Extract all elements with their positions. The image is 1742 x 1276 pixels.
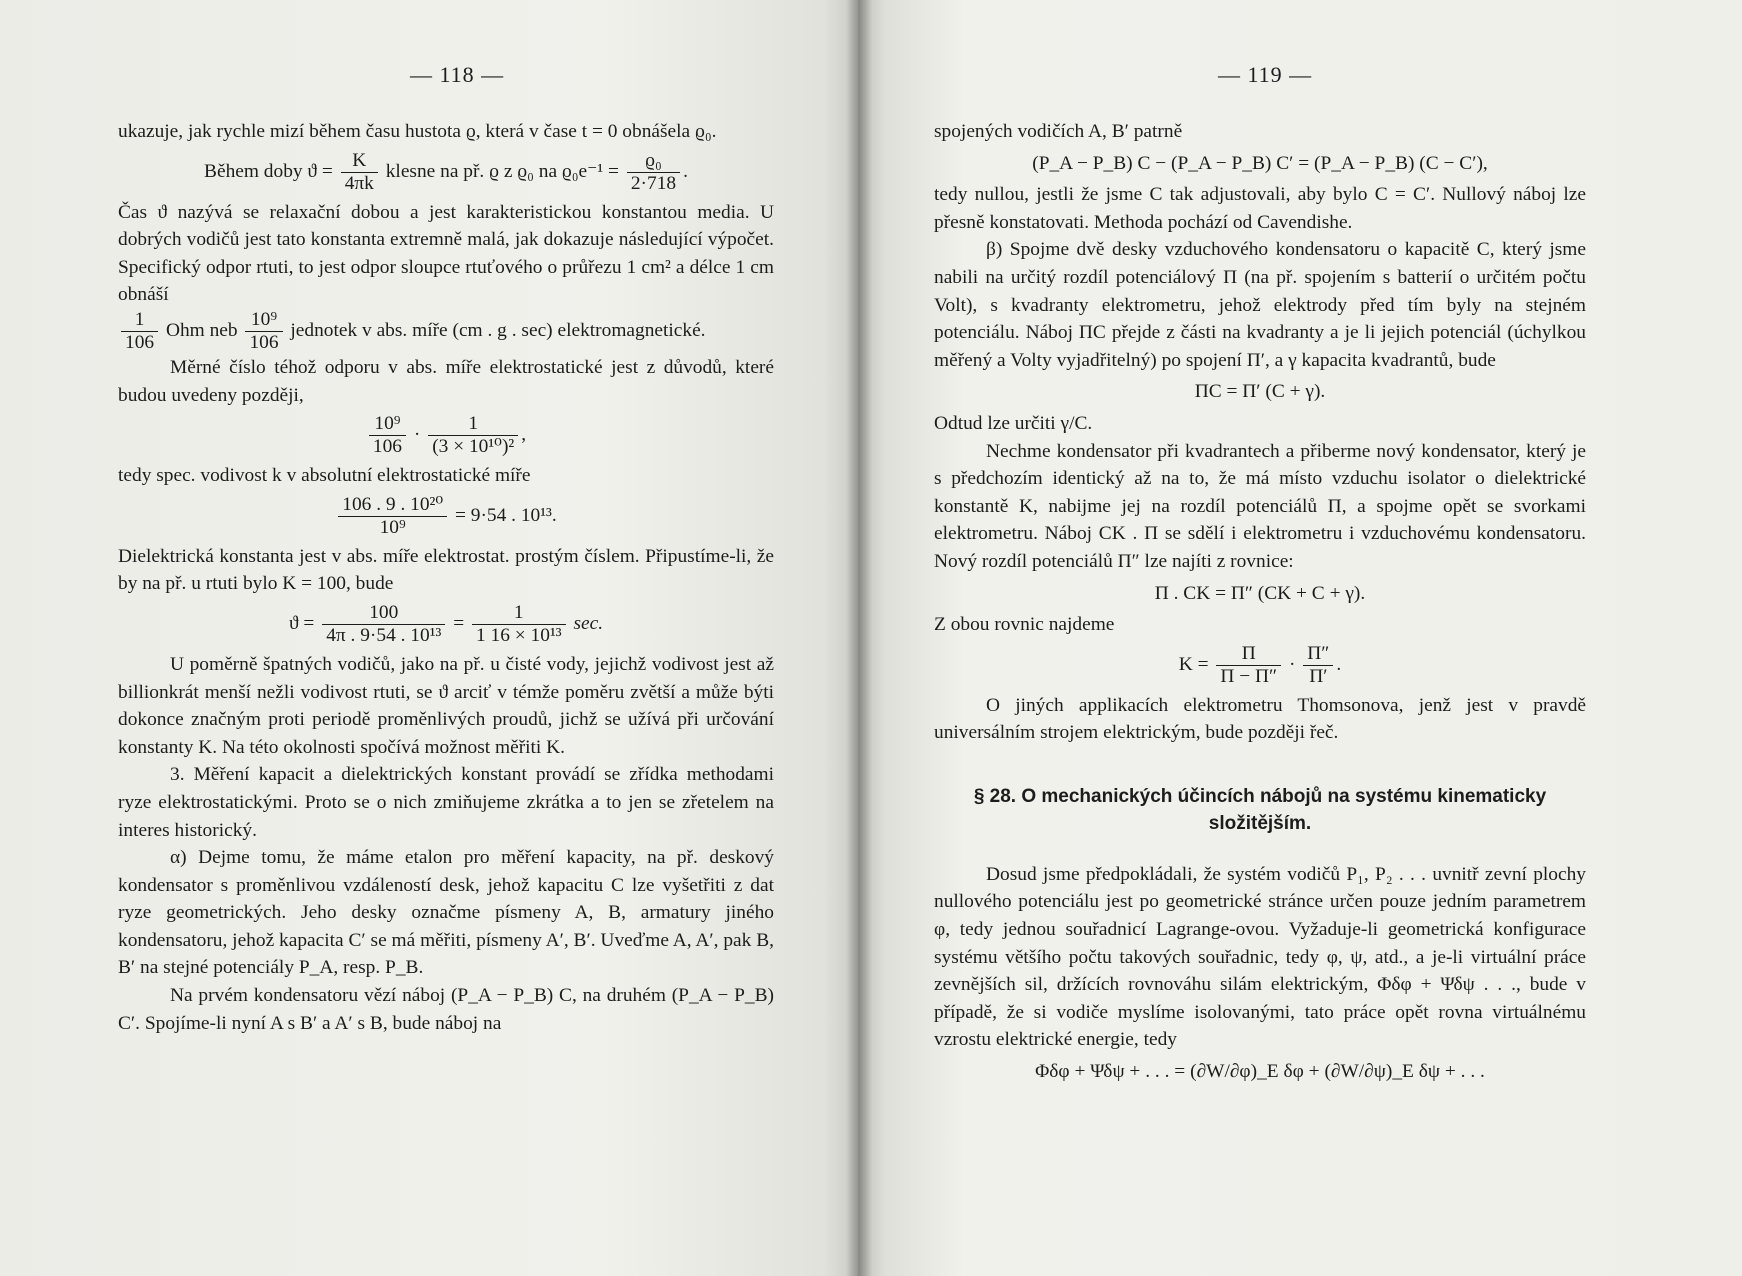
paragraph: Dielektrická konstanta jest v abs. míře elektrostat. prostým číslem. Připustíme-li, že by na př. u rtuti bylo K = 100, bude <box>118 545 774 595</box>
paragraph: tedy nullou, jestli že jsme C tak adjustovali, aby bylo C = C′. Nullový náboj lze přesně konstatovati. Methoda pochází od Cavendishe. <box>934 184 1586 233</box>
page-number-right: — 119 — <box>1218 62 1313 87</box>
page-number-left: — 118 — <box>410 62 505 87</box>
equation-conductivity: $\frac{\text{106 . 9 . 10²⁰}}{\text{10⁹}}$ = 9·54 . 10¹³. <box>118 494 774 539</box>
paragraph: Měrné číslo téhož odporu v abs. míře elektrostatické jest z důvodů, které budou uvedeny později, <box>118 356 774 406</box>
book-gutter <box>846 0 872 1276</box>
paragraph: Na prvém kondensatoru vězí náboj (P_A − P_B) C, na druhém (P_A − P_B) C′. Spojíme-li nyní A s B′ a A′ s B, bude náboj na <box>118 985 774 1034</box>
left-page-text <box>118 118 774 1037</box>
paragraph: tedy spec. vodivost k v absolutní elektrostatické míře <box>118 465 531 487</box>
fraction: $\frac{1}{\text{(3 × 10¹⁰)²}}$ <box>428 413 518 458</box>
paragraph: Odtud lze určiti γ/C. <box>934 412 1093 434</box>
fraction: $\frac{1}{\text{1 16 × 10¹³}}$ <box>472 602 566 647</box>
section-heading: § 28. O mechanických účincích nábojů na systému kinematicky složitějším. <box>973 785 1547 834</box>
equation-theta: ϑ = $\frac{100}{\text{4π . 9·54 . 10¹³}}$ = $\frac{1}{\text{1 16 × 10¹³}}$ sec. <box>288 601 604 646</box>
fraction: $\frac{\Pi}{\Pi - \Pi''}$ <box>1216 643 1281 688</box>
equation-electrostatic: $\frac{\text{10⁹}}{106}$ · $\frac{1}{\text{(3 × 10¹⁰)²}}$ , <box>118 413 774 458</box>
fraction: $\frac{100}{\text{4π . 9·54 . 10¹³}}$ <box>322 602 445 647</box>
paragraph: spojených vodičích A, B′ patrně <box>934 121 1183 142</box>
equation-new-potential: Π . CK = Π″ (CK + C + γ). <box>1154 582 1366 604</box>
equation-virtual-work: Φδφ + Ψδψ + . . . = (∂W/∂φ)_E δφ + (∂W/∂ψ)_E δψ + . . . <box>1035 1061 1485 1083</box>
fraction: $\frac{\text{ϱ₀}}{2\cdot 718}$ <box>627 150 680 195</box>
fraction: $\frac{\text{10⁹}}{106}$ <box>369 413 406 458</box>
left-page <box>0 0 858 1276</box>
fraction: $\frac{\Pi''}{\Pi'}$ <box>1303 643 1333 688</box>
paragraph: β) Spojme dvě desky vzduchového kondensatoru o kapacitě C, který jsme nabili na určitý rozdíl potenciálový Π (na př. spojením s batterií o určitém počtu Volt), s kvadranty elektrometru, jehož elektrody před tím byly na stejném potenciálu. Náboj ΠC přejde z části na kvadranty a je li jejich potenciál (úchylkou měřený a Volty vyjadřitelný) po spojení Π′, a γ kapacita kvadrantů, bude <box>934 239 1586 371</box>
paragraph: Dosud jsme předpokládali, že systém vodičů P₁, P₂ . . . uvnitř zevní plochy nullového potenciálu jest po geometrické stránce určen pouze jedním parametrem φ, tedy jednou souřadnicí Lagrange-ovou. Vyžaduje-li geometrická konfigurace systému většího počtu takových souřadnic, tedy φ, ψ, atd., a je-li virtuální práce zevnějších sil, držících rovnováhu silám elektrickým, Φδφ + Ψδψ . . ., bude v případě, že si vodiče myslíme isolovanými, tato práce opět rovna virtuálnému vzrostu elektrické energie, tedy <box>934 863 1586 1051</box>
paragraph: O jiných applikacích elektrometru Thomsonova, jenž jest v pravdě universálním strojem elektrickým, bude později řeč. <box>934 694 1586 744</box>
paragraph: U poměrně špatných vodičů, jako na př. u čisté vody, jejichž vodivost jest až billionkrát menší nežli vodivost rtuti, se ϑ arciť v témže poměru zvětší a může býti dokonce značným proti periodě proměnlivých proudů, jichž se užívá při určování konstanty K. Na této okolnosti spočívá možnost měřiti K. <box>118 653 774 758</box>
equation-relaxation: Během doby ϑ = $\frac{K}{4\pi k}$ klesne na př. ϱ z ϱ₀ na ϱ₀e⁻¹ = $\frac{\text{ϱ₀}}{2\cdot 718}$ . <box>204 149 688 194</box>
paragraph-resistance: $\frac{1}{106}$ Ohm neb $\frac{\text{10⁹}}{106}$ jednotek v abs. míře (cm . g . sec) elektromagnetické. <box>118 309 774 354</box>
fraction: $\frac{\text{10⁹}}{106}$ <box>245 309 282 354</box>
fraction: $\frac{1}{106}$ <box>121 309 158 354</box>
right-page-text <box>934 118 1586 1090</box>
fraction: $\frac{\text{106 . 9 . 10²⁰}}{\text{10⁹}}$ <box>338 494 447 539</box>
paragraph: Nechme kondensator při kvadrantech a přiberme nový kondensator, který je s předchozím identický až na to, že má místo vzduchu isolator o dielektrické konstantě K, nabijme jej na rozdíl potenciálů Π, a spojme opět se svorkami elektrometru. Náboj CK . Π se sdělí i elektrometru i vzduchovému kondensatoru. Nový rozdíl potenciálů Π″ lze najíti z rovnice: <box>934 440 1586 572</box>
fraction: $\frac{K}{4\pi k}$ <box>341 150 378 195</box>
paragraph: 3. Měření kapacit a dielektrických konstant provádí se zřídka methodami ryze elektrostatickými. Proto se o nich zmiňujeme zkrátka a to jen se zřetelem na interes historický. <box>118 764 774 841</box>
paragraph: ukazuje, jak rychle mizí během času hustota ϱ, která v čase t = 0 obnášela ϱ₀. <box>118 121 717 142</box>
paragraph: α) Dejme tomu, že máme etalon pro měření kapacity, na př. deskový kondensator s proměnlivou vzdáleností desk, jehož kapacitu C lze vyšetřiti z dat ryze geometrických. Jeho desky označme písmeny A, B, armatury jiného kondensatoru, jehož kapacita C′ se má měřiti, písmeny A′, B′. Uveďme A, A′, pak B, B′ na stejné potenciály P_A, resp. P_B. <box>118 847 774 979</box>
paragraph: Čas ϑ nazývá se relaxační dobou a jest karakteristickou konstantou media. U dobrých vodičů jest tato konstanta extremně malá, jak dokazuje následující výpočet. Specifický odpor rtuti, to jest odpor sloupce rtuťového o průřezu 1 cm² a délce 1 cm obnáší <box>118 201 774 306</box>
equation-quadrant: ΠC = Π′ (C + γ). <box>1194 381 1326 403</box>
equation-dielectric-constant: K = $\frac{\Pi}{\Pi - \Pi''}$ · $\frac{\Pi''}{\Pi'}$ . <box>1178 642 1342 687</box>
right-page <box>858 0 1742 1276</box>
equation-charges: (P_A − P_B) C − (P_A − P_B) C′ = (P_A − P_B) (C − C′), <box>1032 152 1488 174</box>
paragraph: Z obou rovnic najdeme <box>934 614 1115 636</box>
